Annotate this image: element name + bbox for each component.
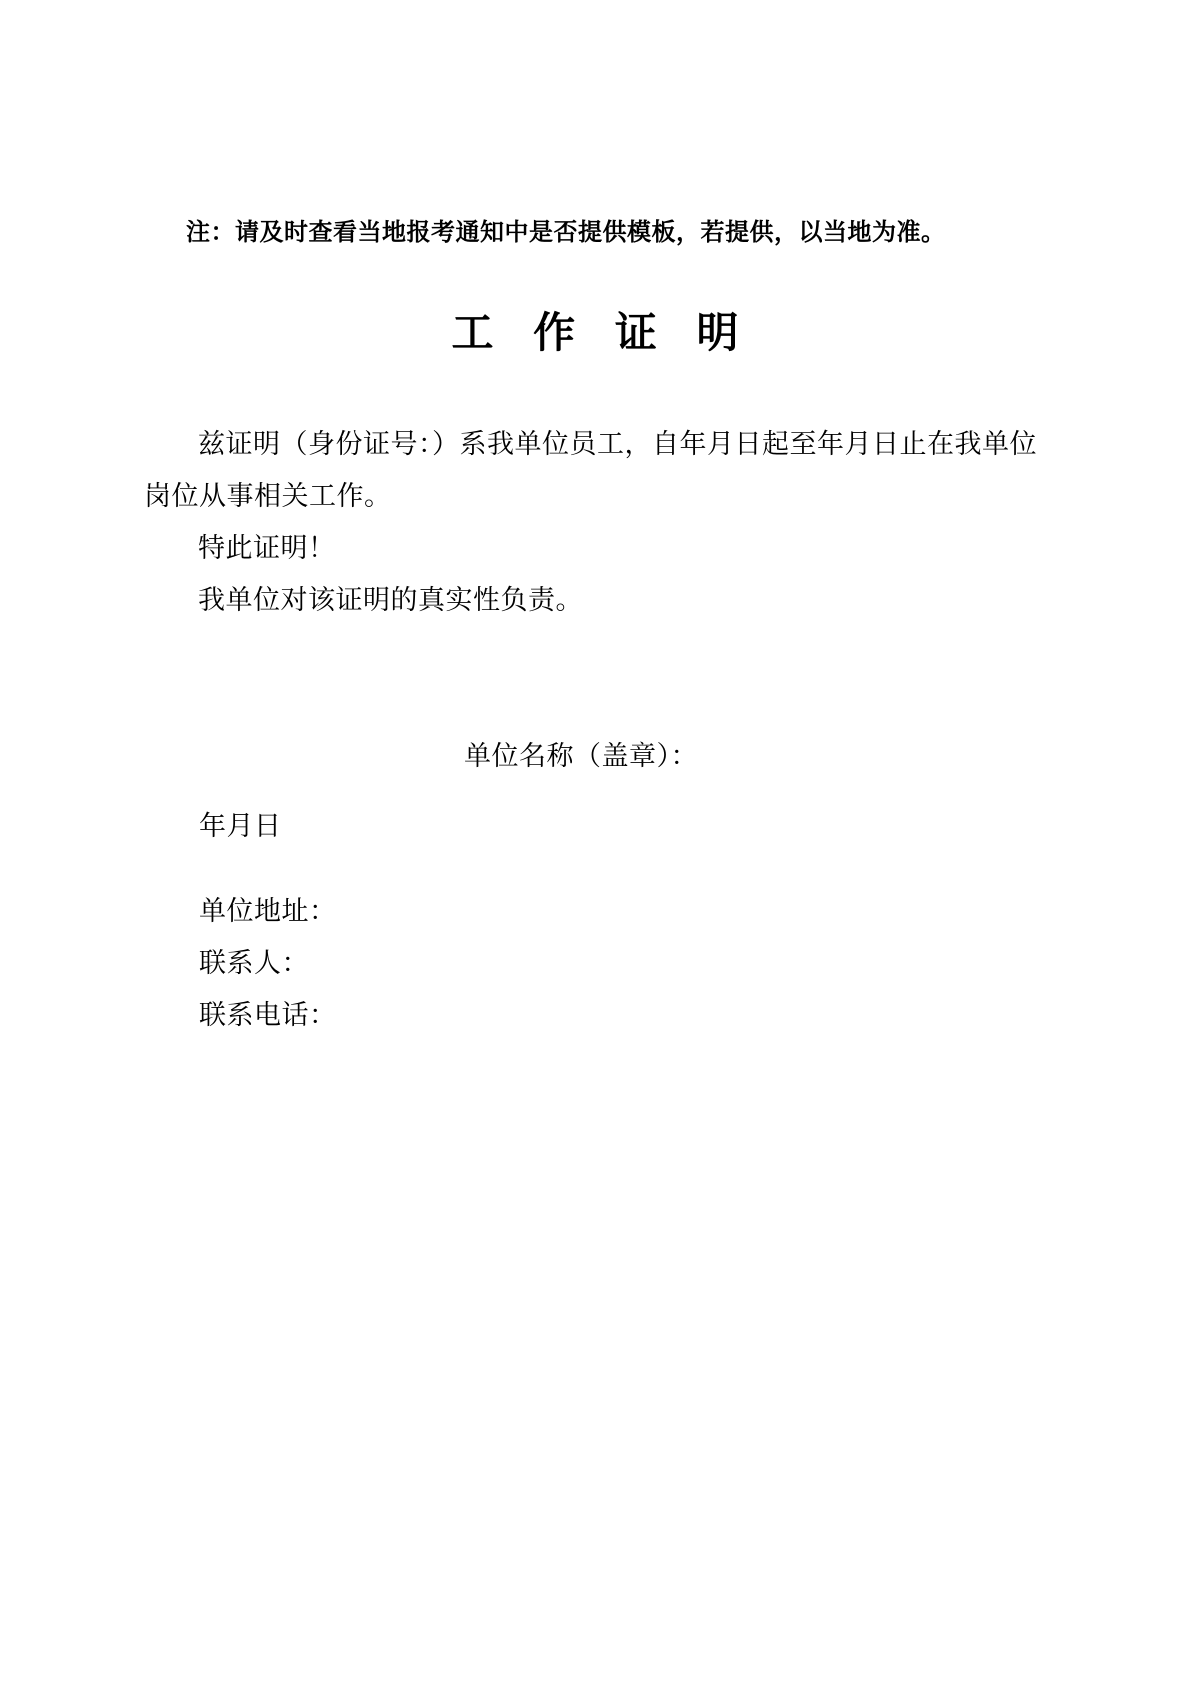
company-seal-label: 单位名称（盖章）： — [464, 741, 698, 771]
contact-person-label: 联系人： — [199, 948, 309, 978]
note-text: 注：请及时查看当地报考通知中是否提供模板，若提供，以当地为准。 — [186, 219, 946, 246]
contact-phone-label: 联系电话： — [199, 1000, 337, 1030]
paragraph-responsibility: 我单位对该证明的真实性负责。 — [198, 585, 583, 615]
signature-date-label: 年月日 — [199, 811, 282, 841]
paragraph-hereby: 特此证明！ — [198, 533, 336, 563]
page-title: 工 作 证 明 — [451, 309, 753, 356]
signature-block — [144, 730, 1044, 852]
company-address-label: 单位地址： — [199, 896, 337, 926]
contact-block — [199, 885, 337, 1041]
document-body — [144, 418, 1044, 626]
paragraph-certify: 兹证明（身份证号：）系我单位员工，自年月日起至年月日止在我单位 岗位从事相关工作。 — [144, 429, 1037, 511]
